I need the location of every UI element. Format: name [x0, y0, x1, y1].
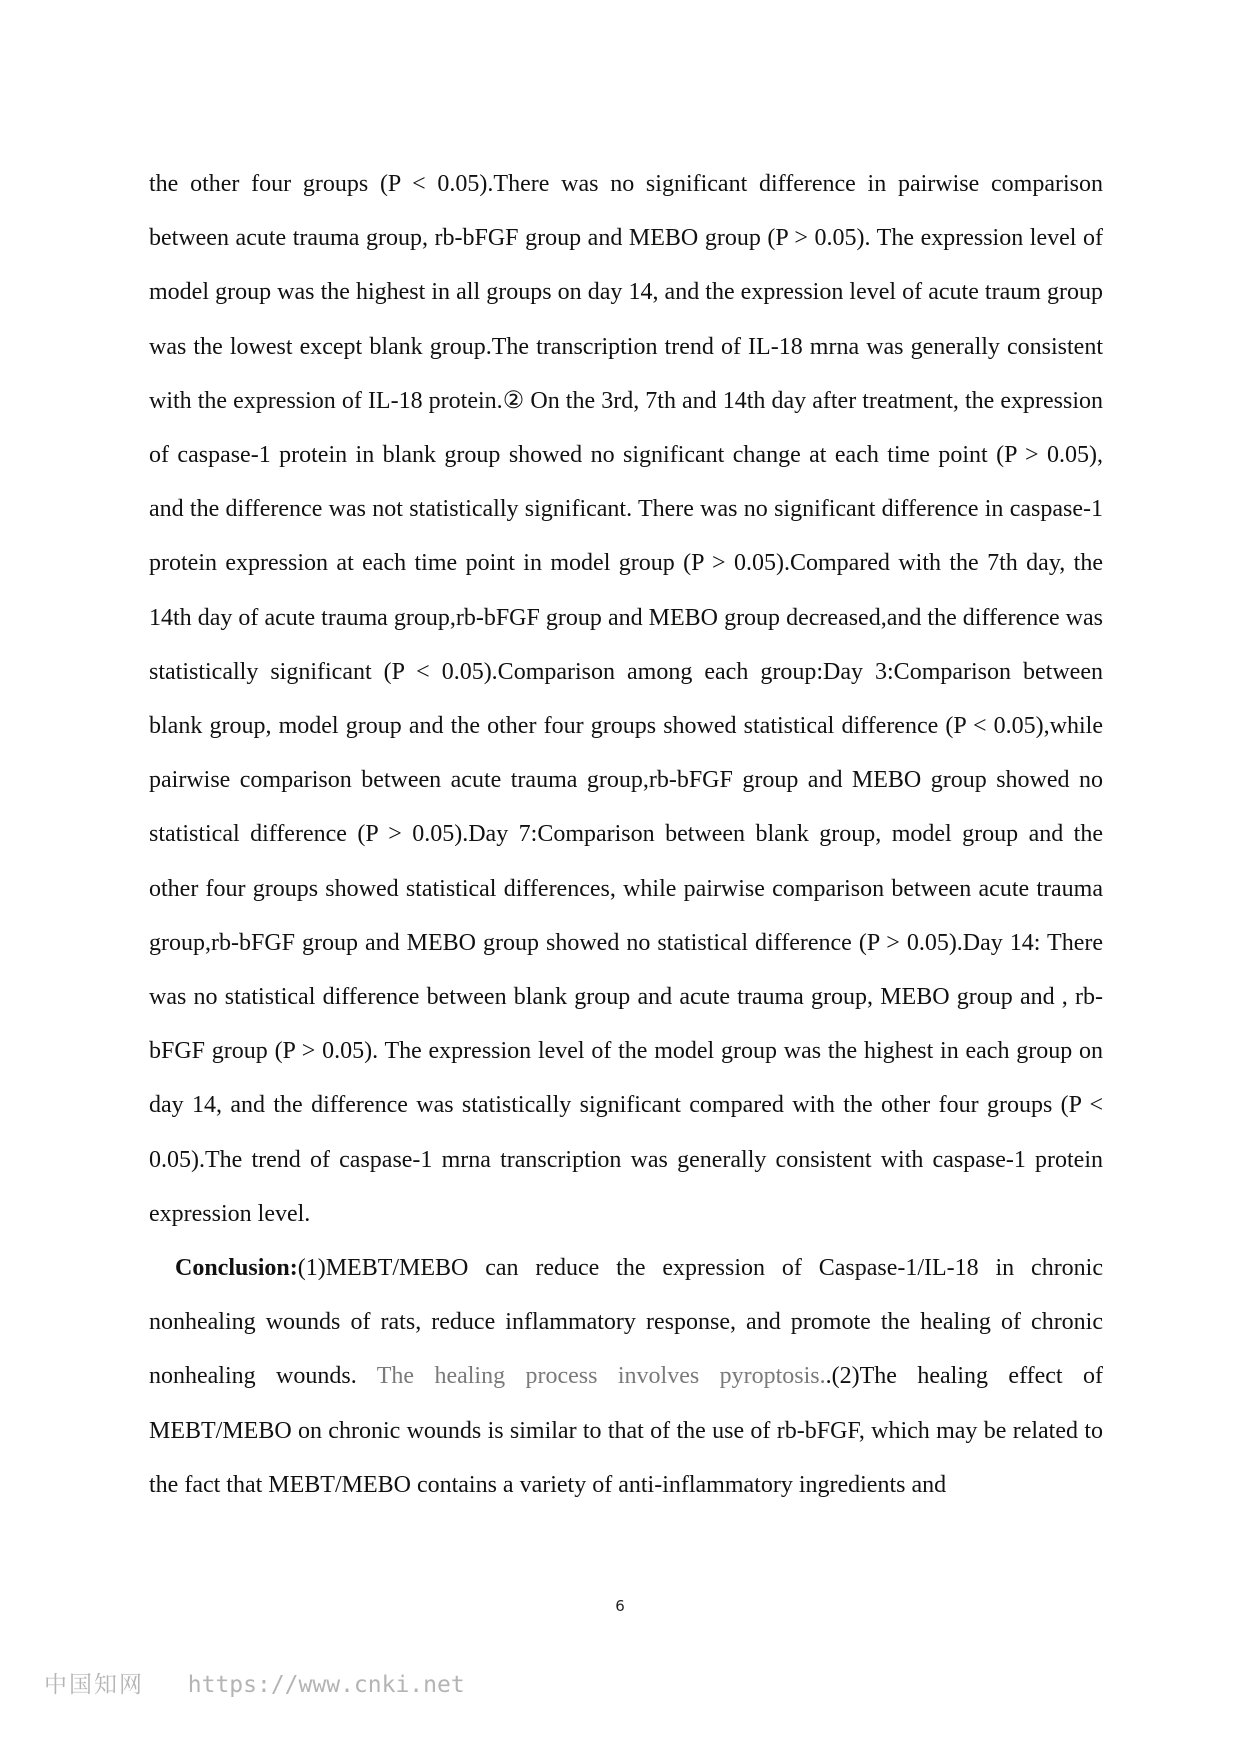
- conclusion-text-muted: The healing process involves pyroptosis.: [376, 1363, 826, 1390]
- watermark: [44, 1666, 465, 1699]
- results-paragraph: the other four groups (P < 0.05).There was no significant difference in pairwise comparison between acute trauma group, rb-bFGF group and MEBO group (P > 0.05). The expression level of model group was the highest in all groups on day 14, and the expression level of acute traum group was the lowest except blank group.The transcription trend of IL-18 mrna was generally consistent with the expression of IL-18 protein.② On the 3rd, 7th and 14th day after treatment, the expression of caspase-1 protein in blank group showed no significant change at each time point (P > 0.05), and the difference was not statistically significant. There was no significant difference in caspase-1 protein expression at each time point in model group (P > 0.05).Compared with the 7th day, the 14th day of acute trauma group,rb-bFGF group and MEBO group decreased,and the difference was statistically significant (P < 0.05).Comparison among each group:Day 3:Comparison between blank group, model group and the other four groups showed statistical difference (P < 0.05),while pairwise comparison between acute trauma group,rb-bFGF group and MEBO group showed no statistical difference (P > 0.05).Day 7:Comparison between blank group, model group and the other four groups showed statistical differences, while pairwise comparison between acute trauma group,rb-bFGF group and MEBO group showed no statistical difference (P > 0.05).Day 14: There was no statistical difference between blank group and acute trauma group, MEBO group and , rb-bFGF group (P > 0.05). The expression level of the model group was the highest in each group on day 14, and the difference was statistically significant compared with the other four groups (P < 0.05).The trend of caspase-1 mrna transcription was generally consistent with caspase-1 protein expression level.: [149, 171, 1103, 1227]
- body-text: [149, 157, 1103, 1512]
- conclusion-paragraph: [149, 1241, 1103, 1512]
- conclusion-text-2: .(2)The healing effect of MEBT/MEBO on chronic wounds is similar to that of the use of rb-bFGF, which may be related to the fact that MEBT/MEBO contains a variety of anti-inflammatory ingredients and: [149, 1363, 1104, 1498]
- page-number: 6: [615, 1597, 625, 1615]
- watermark-brand: 中国知网: [44, 1672, 144, 1698]
- conclusion-label: Conclusion:: [175, 1255, 298, 1282]
- conclusion-text-1: (1)MEBT/MEBO can reduce the expression of Caspase-1/IL-18 in chronic nonhealing wounds of rats, reduce inflammatory response, and promote the healing of chronic nonhealing wounds.: [149, 1255, 1103, 1390]
- watermark-url: https://www.cnki.net: [187, 1672, 465, 1698]
